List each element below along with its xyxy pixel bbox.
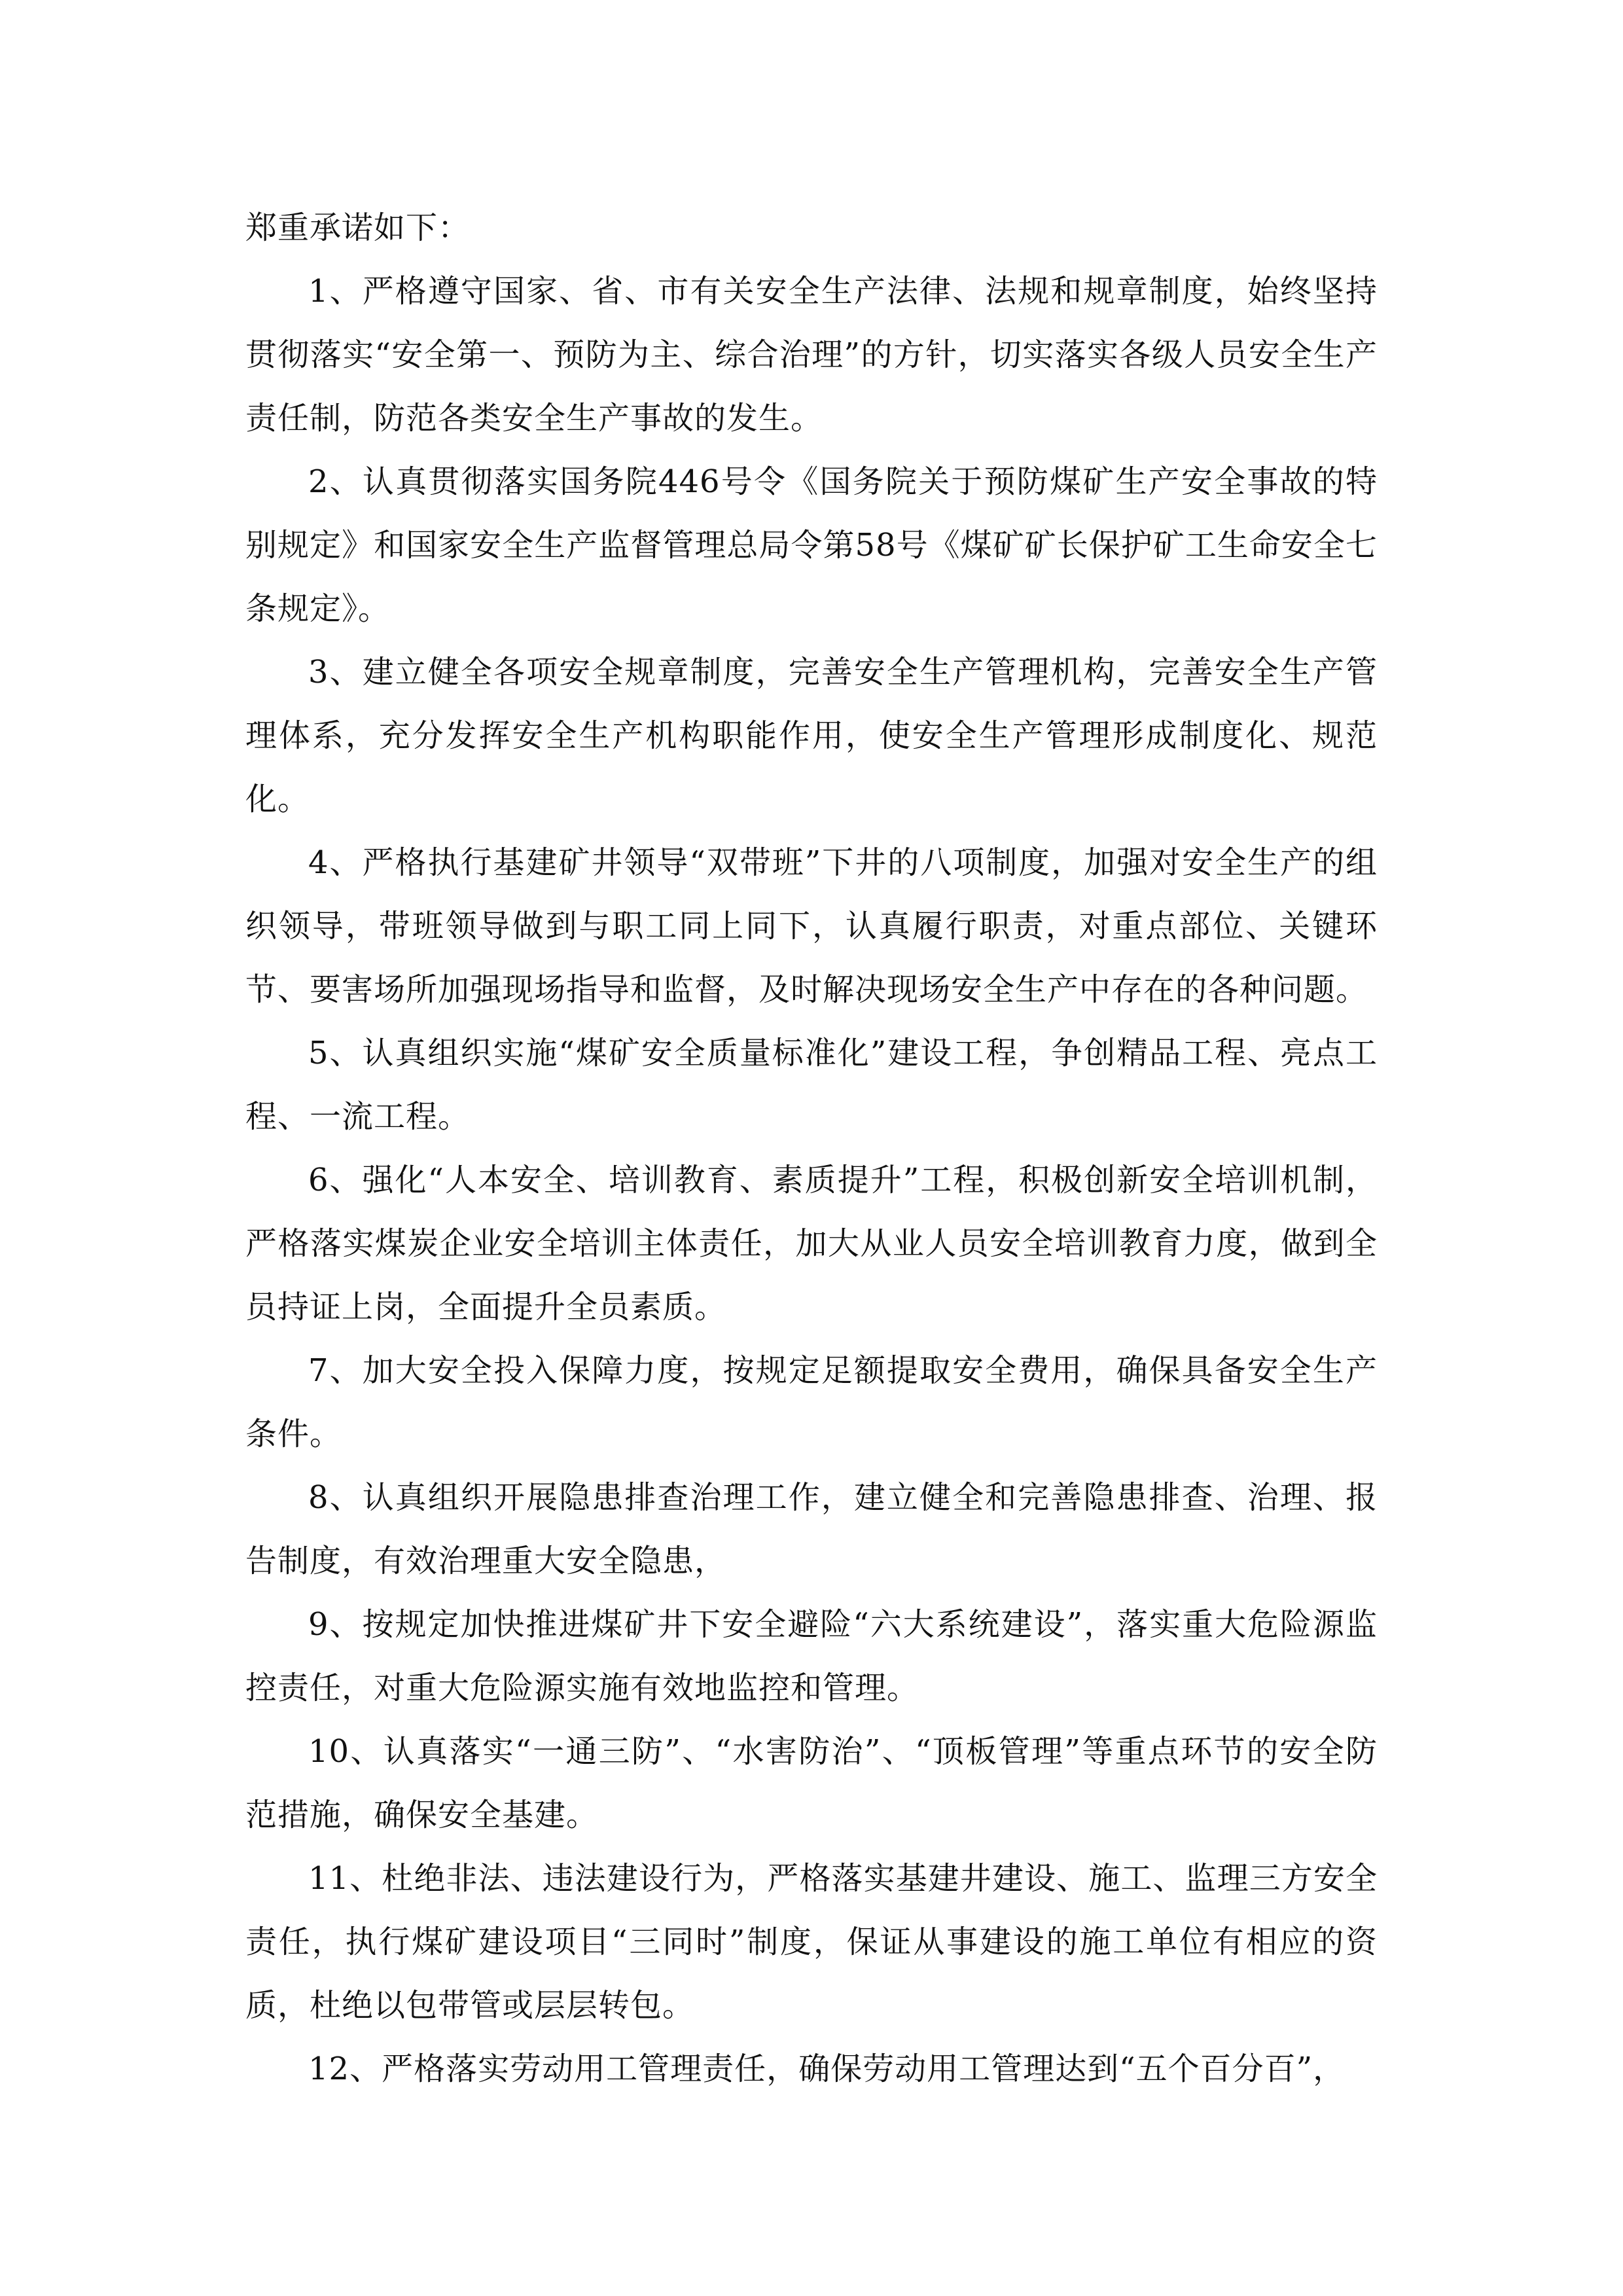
intro-line: 郑重承诺如下：	[245, 209, 471, 246]
paragraph-item-3: 3、建立健全各项安全规章制度，完善安全生产管理机构，完善安全生产管理体系，充分发挥安全生产机构职能作用，使安全生产管理形成制度化、规范化。	[245, 654, 1378, 817]
paragraph-item-6: 6、强化“人本安全、培训教育、素质提升”工程，积极创新安全培训机制，严格落实煤炭企业安全培训主体责任，加大从业人员安全培训教育力度，做到全员持证上岗，全面提升全员素质。	[245, 1162, 1378, 1325]
paragraph-item-7: 7、加大安全投入保障力度，按规定足额提取安全费用，确保具备安全生产条件。	[245, 1352, 1378, 1452]
paragraph-item-10: 10、认真落实“一通三防”、“水害防治”、“顶板管理”等重点环节的安全防范措施，确保安全基建。	[245, 1733, 1378, 1833]
paragraph-item-2: 2、认真贯彻落实国务院446号令《国务院关于预防煤矿生产安全事故的特别规定》和国家安全生产监督管理总局令第58号《煤矿矿长保护矿工生命安全七条规定》。	[245, 463, 1378, 627]
paragraph-item-8: 8、认真组织开展隐患排查治理工作，建立健全和完善隐患排查、治理、报告制度，有效治理重大安全隐患，	[245, 1479, 1378, 1579]
paragraph-item-9: 9、按规定加快推进煤矿井下安全避险“六大系统建设”，落实重大危险源监控责任，对重大危险源实施有效地监控和管理。	[245, 1606, 1378, 1706]
paragraph-item-5: 5、认真组织实施“煤矿安全质量标准化”建设工程，争创精品工程、亮点工程、一流工程。	[245, 1035, 1378, 1135]
paragraph-item-4: 4、严格执行基建矿井领导“双带班”下井的八项制度，加强对安全生产的组织领导，带班领导做到与职工同上同下，认真履行职责，对重点部位、关键环节、要害场所加强现场指导和监督，及时解决现场安全生产中存在的各种问题。	[245, 844, 1378, 1008]
paragraph-item-12: 12、严格落实劳动用工管理责任，确保劳动用工管理达到“五个百分百”，	[308, 2051, 1346, 2087]
paragraph-item-1: 1、严格遵守国家、省、市有关安全生产法律、法规和规章制度，始终坚持贯彻落实“安全第一、预防为主、综合治理”的方针，切实落实各级人员安全生产责任制，防范各类安全生产事故的发生。	[245, 273, 1378, 437]
document-body	[245, 196, 1378, 2101]
paragraph-item-11: 11、杜绝非法、违法建设行为，严格落实基建井建设、施工、监理三方安全责任，执行煤矿建设项目“三同时”制度，保证从事建设的施工单位有相应的资质，杜绝以包带管或层层转包。	[245, 1860, 1378, 2024]
